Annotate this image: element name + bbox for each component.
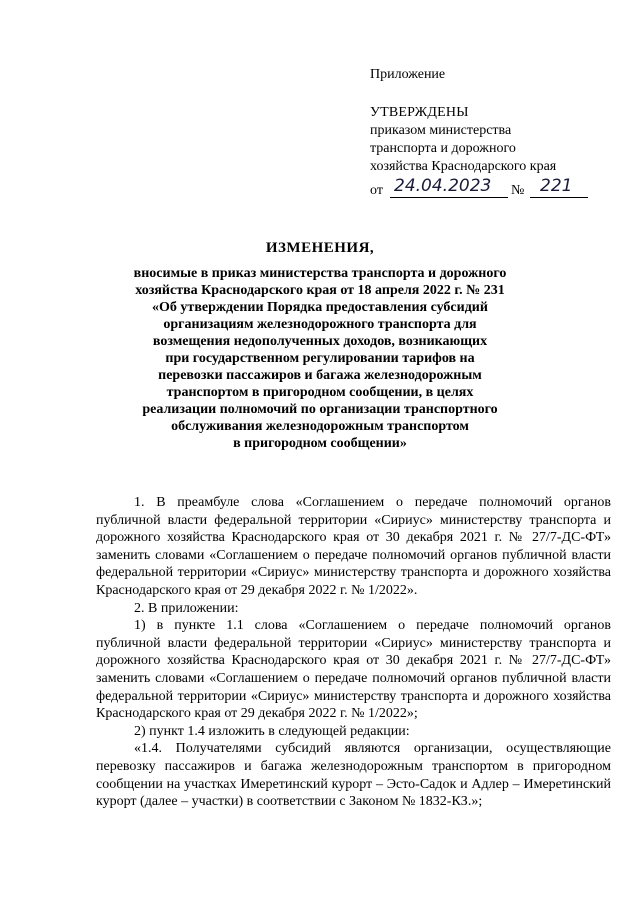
title-line: в пригородном сообщении» <box>233 436 407 451</box>
title-main: ИЗМЕНЕНИЯ, <box>265 240 375 256</box>
title-line: хозяйства Краснодарского края от 18 апреля 2022 г. № 231 <box>135 283 505 298</box>
body-paragraph: 2. В приложении: <box>134 600 239 616</box>
appendix-label: Приложение <box>370 67 446 82</box>
title-line: «Об утверждении Порядка предоставления субсидий <box>152 300 488 315</box>
body-paragraph: 1) в пункте 1.1 слова «Соглашением о передаче полномочий органов публичной власти федеральной территории «Сириус» министерству транспорта и дорожного хозяйства Краснодарского края от 30 декабря 2021 г. № 27/7-ДС-ФТ» заменить словами «Соглашением о передаче полномочий органов публичной власти федеральной территории «Сириус» министерству транспорта и дорожного хозяйства Краснодарского края от 29 декабря 2022 г. № 1/2022»; <box>96 618 611 722</box>
body-paragraph: 1. В преамбуле слова «Соглашением о передаче полномочий органов публичной власти федеральной территории «Сириус» министерству транспорта и дорожного хозяйства Краснодарского края от 30 декабря 2021 г. № 27/7-ДС-ФТ» заменить словами «Соглашением о передаче полномочий органов публичной власти федеральной территории «Сириус» министерству транспорта и дорожного хозяйства Краснодарского края от 29 декабря 2022 г. № 1/2022». <box>96 495 611 598</box>
approved-line: транспорта и дорожного <box>370 141 516 156</box>
title-line: возмещения недополученных доходов, возникающих <box>152 334 488 349</box>
title-line: перевозки пассажиров и багажа железнодорожным <box>158 368 482 383</box>
order-date-handwritten: 24.04.2023 <box>394 176 492 196</box>
title-line: вносимые в приказ министерства транспорта и дорожного <box>133 266 507 281</box>
body-paragraph: 2) пункт 1.4 изложить в следующей редакции: <box>134 723 410 739</box>
title-line: обслуживания железнодорожным транспортом <box>171 419 469 434</box>
order-from-label: от <box>370 183 383 198</box>
title-line: транспортом в пригородном сообщении, в целях <box>166 385 474 400</box>
date-underline <box>390 197 508 198</box>
order-line <box>370 176 573 200</box>
approval-block <box>370 104 573 200</box>
document-title <box>110 240 530 452</box>
title-line: организациям железнодорожного транспорта для <box>163 317 477 332</box>
order-number-handwritten: 221 <box>540 176 573 196</box>
title-line: при государственном регулировании тарифов на <box>165 351 475 366</box>
approved-line: хозяйства Краснодарского края <box>370 159 557 174</box>
approved-line: приказом министерства <box>370 123 512 138</box>
order-number-label: № <box>511 183 525 198</box>
title-line: реализации полномочий по организации транспортного <box>142 402 498 417</box>
document-body <box>96 494 611 811</box>
body-paragraph: «1.4. Получателями субсидий являются организации, осуществляющие перевозку пассажиров и багажа железнодорожным транспортом в пригородном сообщении на участках Имеретинский курорт – Эсто-Садок и Адлер – Имеретинский курорт (далее – участки) в соответствии с Законом № 1832-КЗ.»; <box>96 741 611 810</box>
approved-title: УТВЕРЖДЕНЫ <box>370 105 469 120</box>
number-underline <box>530 197 588 198</box>
